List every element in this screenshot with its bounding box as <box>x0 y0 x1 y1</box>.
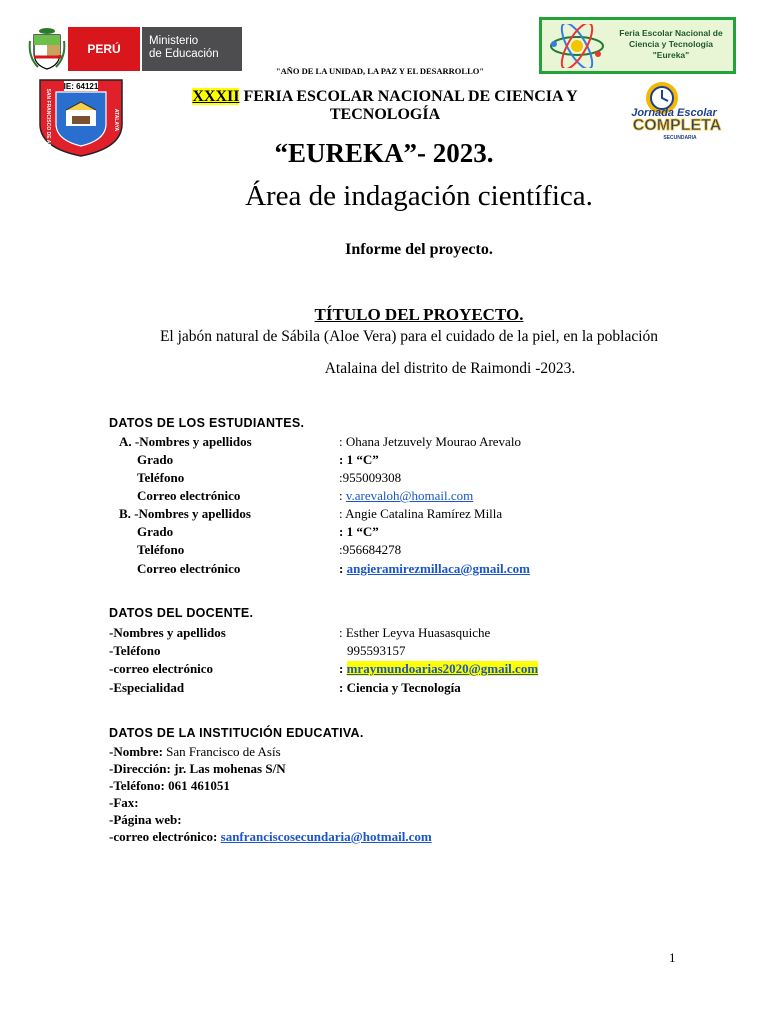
student-b-grade-row <box>0 524 768 542</box>
eureka-title: “EUREKA”- 2023. <box>274 138 494 168</box>
school-side-right-text: ATALAYA <box>113 108 119 132</box>
field-value: : Ohana Jetzuvely Mourao Arevalo <box>339 434 521 449</box>
institution-email-link[interactable]: sanfranciscosecundaria@hotmail.com <box>220 829 432 844</box>
field-label: Correo electrónico <box>137 488 241 503</box>
field-label: -Especialidad <box>109 680 185 695</box>
page-number: 1 <box>669 950 676 965</box>
student-b-name-row <box>0 506 768 524</box>
institution-web: -Página web: <box>109 812 182 827</box>
field-label: -correo electrónico <box>109 661 214 676</box>
minedu-logo <box>28 27 242 71</box>
teacher-specialty-row <box>0 680 768 698</box>
student-a-name-row <box>0 434 768 452</box>
field-value: : 1 “C” <box>339 524 379 539</box>
atom-icon <box>548 24 606 68</box>
school-side-left-text: SAN FRANCISCO DE ASÍS <box>45 88 51 152</box>
jornada-escolar-completa-logo <box>622 80 732 142</box>
student-b-email-row <box>0 561 768 579</box>
feria-logo-text: Feria Escolar Nacional de Ciencia y Tecnología "Eureka" <box>619 28 723 60</box>
peru-label: PERÚ <box>68 27 140 71</box>
field-value: :956684278 <box>339 542 402 557</box>
field-label: B. -Nombres y apellidos <box>119 506 251 521</box>
field-prefix: : <box>339 488 346 503</box>
institution-section-title: DATOS DE LA INSTITUCIÓN EDUCATIVA. <box>109 726 364 740</box>
field-value: : Esther Leyva Huasasquiche <box>339 625 491 640</box>
teacher-email-row <box>0 661 768 679</box>
field-value: San Francisco de Asís <box>162 744 281 759</box>
field-value: : Ciencia y Tecnología <box>339 680 461 695</box>
jornada-line3: SECUNDARIA <box>663 135 697 141</box>
project-title-line2: Atalaina del distrito de Raimondi -2023. <box>324 360 576 377</box>
feria-edition: XXXII <box>192 88 240 105</box>
field-prefix: : <box>339 661 347 676</box>
project-title-line1: El jabón natural de Sábila (Aloe Vera) para el cuidado de la piel, en la población <box>159 328 659 345</box>
student-a-email-link[interactable]: v.arevaloh@homail.com <box>345 488 474 503</box>
institution-fax: -Fax: <box>109 795 139 810</box>
area-title: Área de indagación científica. <box>245 180 593 212</box>
field-label: -Nombre: <box>109 744 163 759</box>
student-b-email-link[interactable]: angieramirezmillaca@gmail.com <box>346 561 530 576</box>
field-label: A. -Nombres y apellidos <box>119 434 252 449</box>
ministerio-label: Ministerio de Educación <box>142 27 242 71</box>
field-label: Teléfono <box>137 470 185 485</box>
peru-coat-of-arms-icon <box>28 27 66 71</box>
feria-title-line2: TECNOLOGÍA <box>329 106 441 123</box>
teacher-phone-row <box>0 643 768 661</box>
institution-address: -Dirección: jr. Las mohenas S/N <box>109 761 286 776</box>
student-a-phone-row <box>0 470 768 488</box>
year-motto <box>0 66 768 76</box>
project-title-label: TÍTULO DEL PROYECTO. <box>314 305 524 324</box>
field-label: -Nombres y apellidos <box>109 625 226 640</box>
field-value: :955009308 <box>339 470 402 485</box>
field-label: Correo electrónico <box>137 561 241 576</box>
jornada-line2: COMPLETA <box>632 117 722 134</box>
informe-title: Informe del proyecto. <box>345 241 493 258</box>
teacher-name-row <box>0 625 768 643</box>
students-section-title: DATOS DE LOS ESTUDIANTES. <box>109 416 305 430</box>
student-a-grade-row <box>0 452 768 470</box>
institution-email-row <box>109 829 432 846</box>
student-a-email-row <box>0 488 768 506</box>
field-value: 995593157 <box>347 643 406 658</box>
field-label: -correo electrónico: <box>109 829 221 844</box>
field-label: Grado <box>137 452 174 467</box>
school-ie-text: IE: 64121 <box>63 82 99 91</box>
teacher-section-title: DATOS DEL DOCENTE. <box>109 606 254 620</box>
field-label: -Teléfono <box>109 643 161 658</box>
field-label: Teléfono <box>137 542 185 557</box>
student-b-phone-row <box>0 542 768 560</box>
field-label: Grado <box>137 524 174 539</box>
institution-name-row <box>109 744 281 761</box>
field-value: : 1 “C” <box>339 452 379 467</box>
jornada-line1: Jornada Escolar <box>631 107 717 119</box>
feria-title-line1: FERIA ESCOLAR NACIONAL DE CIENCIA Y <box>239 88 578 105</box>
field-value: : Angie Catalina Ramírez Milla <box>339 506 503 521</box>
institution-phone: -Teléfono: 061 461051 <box>109 778 230 793</box>
teacher-email-link[interactable]: mraymundoarias2020@gmail.com <box>346 661 539 676</box>
field-prefix: : <box>339 561 347 576</box>
year-motto-text: "AÑO DE LA UNIDAD, LA PAZ Y EL DESARROLLO" <box>275 66 485 76</box>
feria-title <box>150 88 620 124</box>
